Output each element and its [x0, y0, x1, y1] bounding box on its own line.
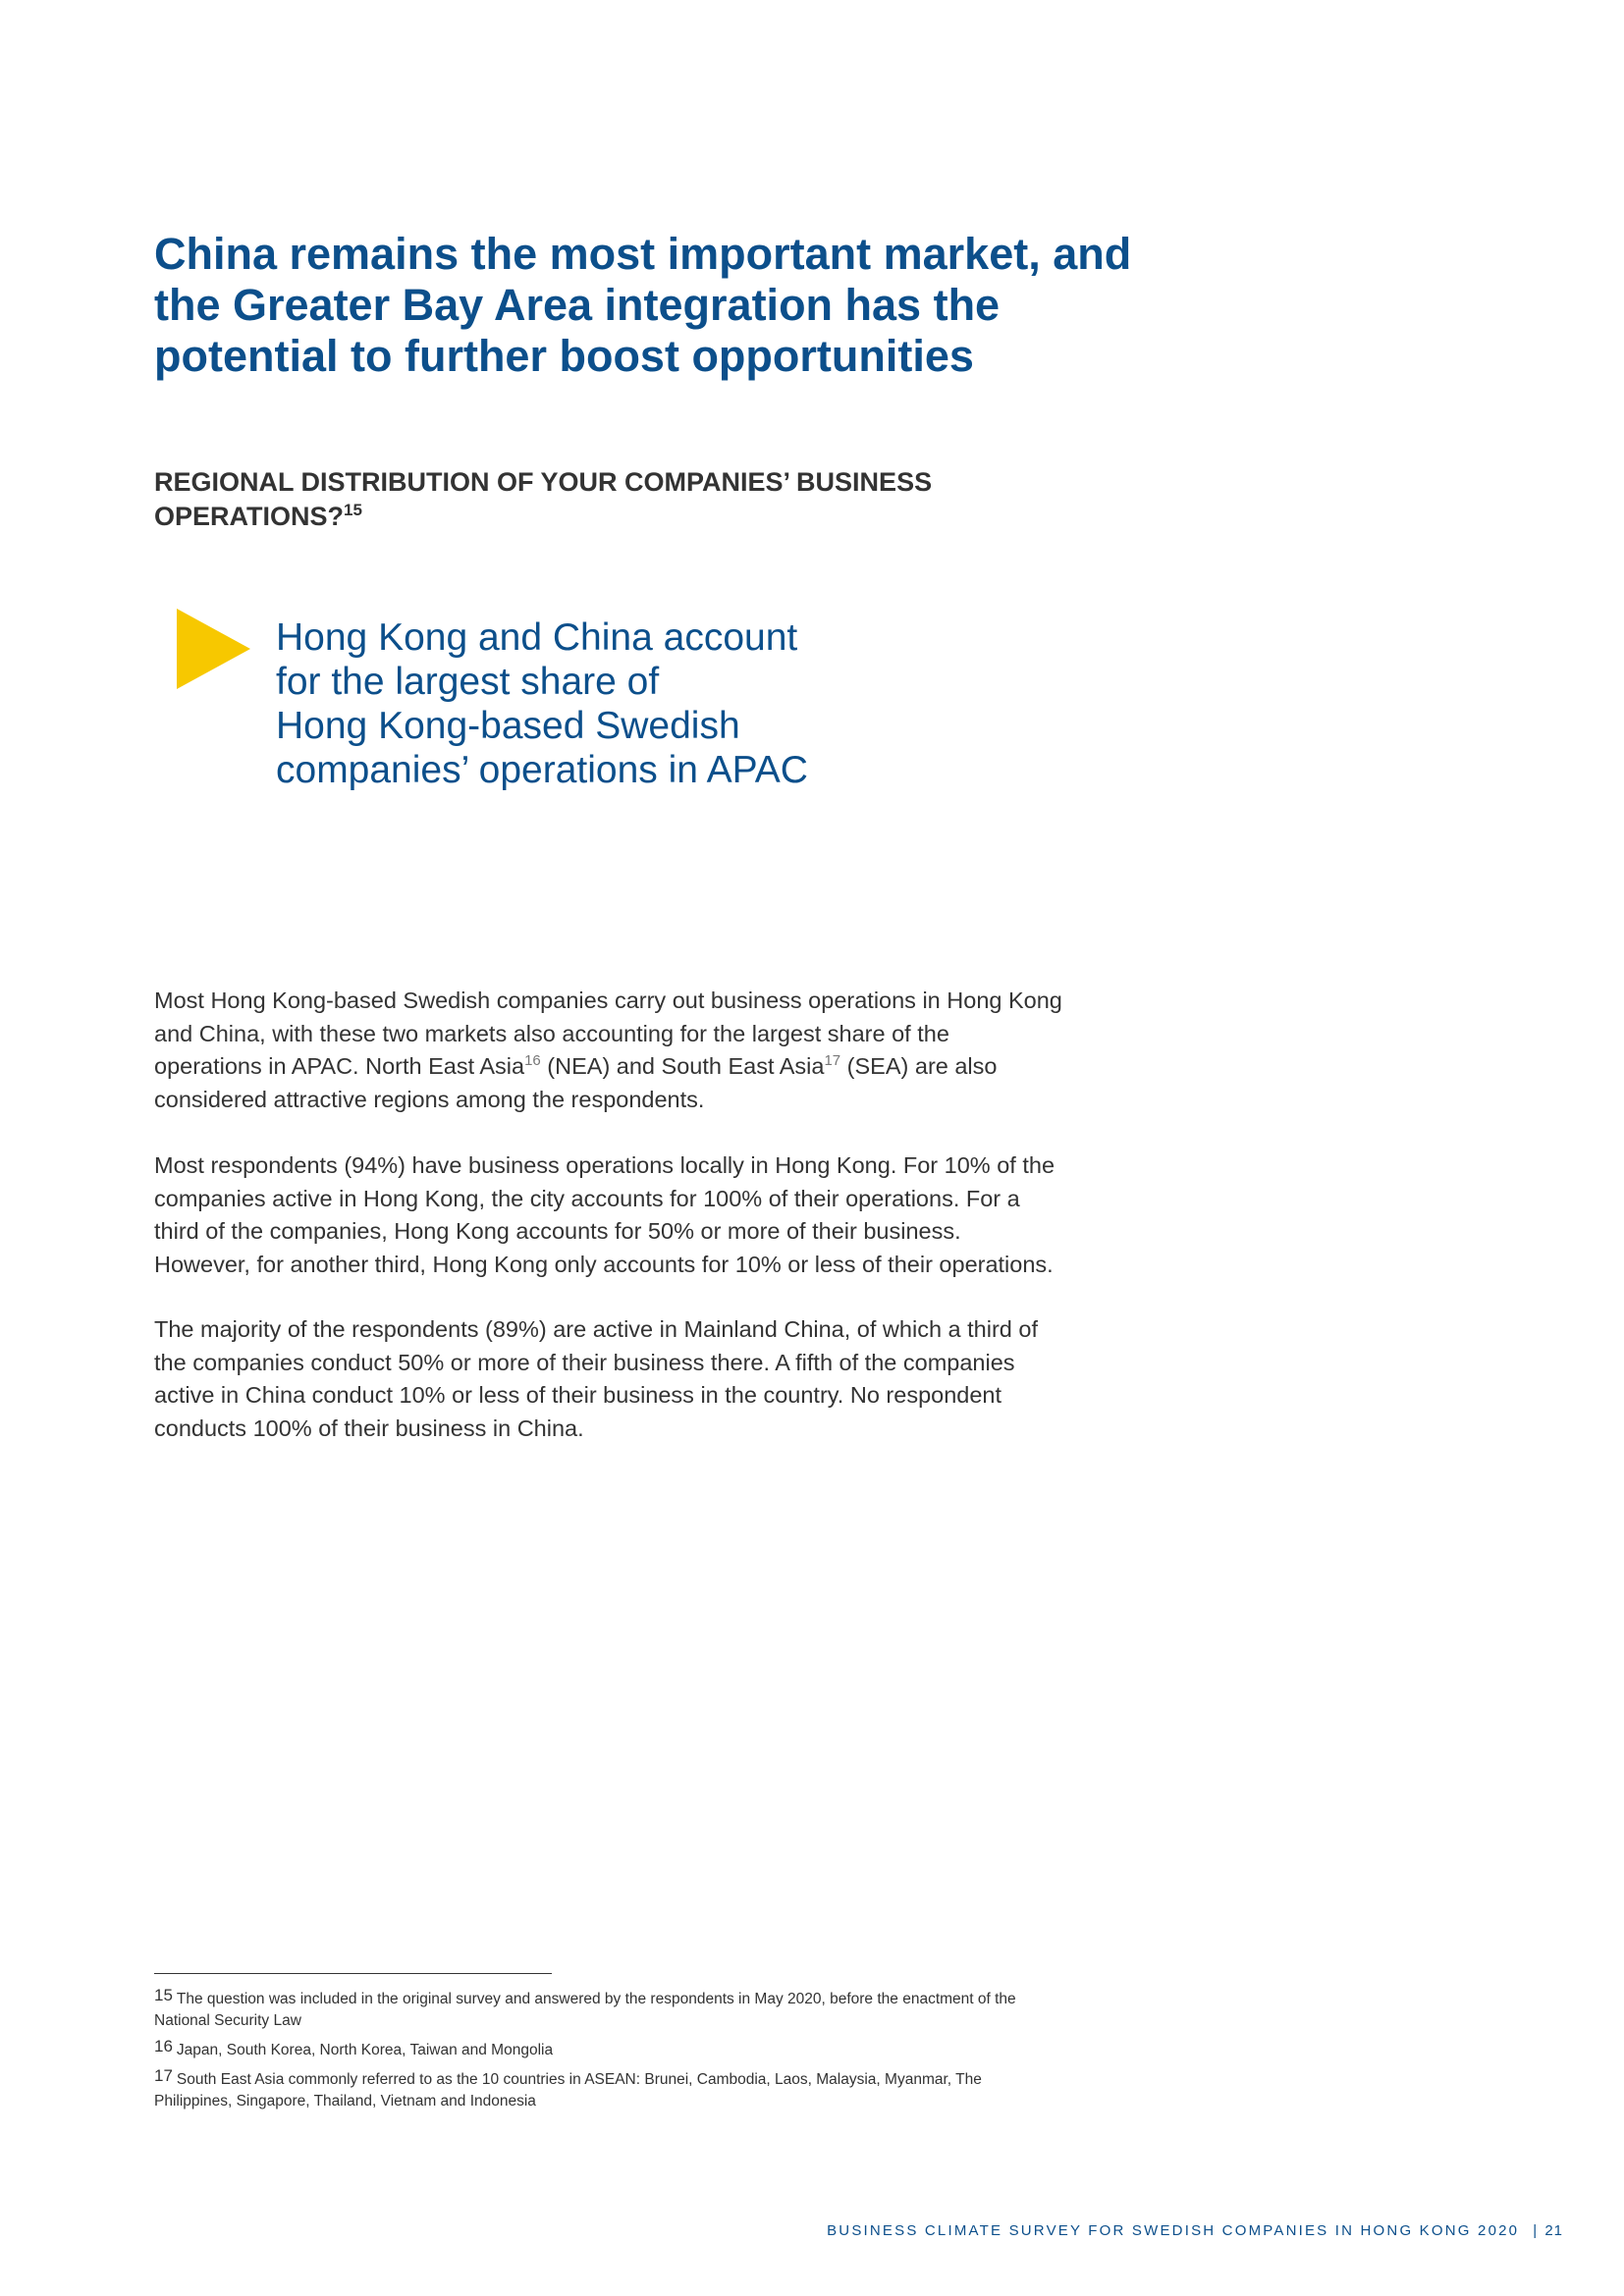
paragraph-line: companies active in Hong Kong, the city accounts for 100% of their operations. For a [154, 1185, 1020, 1211]
footnote-line: National Security Law [154, 2012, 301, 2029]
paragraph-line: Most respondents (94%) have business operations locally in Hong Kong. For 10% of the [154, 1152, 1056, 1178]
section-title-text: OPERATIONS? [154, 502, 345, 531]
paragraph-line: However, for another third, Hong Kong only accounts for 10% or less of their operations. [154, 1251, 1054, 1277]
callout-line: Hong Kong and China account [276, 616, 798, 659]
yellow-triangle-icon [177, 609, 250, 689]
footnote-17 [154, 2065, 1136, 2112]
paragraph-text: (SEA) are also [840, 1053, 998, 1079]
footer-title: BUSINESS CLIMATE SURVEY FOR SWEDISH COMPANIES IN HONG KONG 2020 [827, 2222, 1520, 2239]
heading-line: China remains the most important market, and [154, 229, 1132, 279]
section-title [154, 465, 1136, 534]
section-title-line: REGIONAL DISTRIBUTION OF YOUR COMPANIES’ BUSINESS [154, 467, 933, 497]
footnote-number: 17 [154, 2066, 173, 2085]
footnote-line [154, 2065, 1136, 2091]
footer-separator: | [1533, 2222, 1540, 2239]
footnote-text: Japan, South Korea, North Korea, Taiwan and Mongolia [176, 2042, 554, 2058]
paragraph-line: and China, with these two markets also accounting for the largest share of the [154, 1020, 949, 1046]
footnote-text: The question was included in the original survey and answered by the respondents in May 2020, before the enactment of the [176, 1991, 1016, 2007]
footnote-ref-16: 16 [524, 1052, 541, 1070]
paragraph-line: The majority of the respondents (89%) are active in Mainland China, of which a third of [154, 1316, 1038, 1342]
heading-line: potential to further boost opportunities [154, 331, 974, 381]
paragraph-line [154, 1050, 1146, 1084]
section-title-line [154, 500, 1136, 534]
footnote-15 [154, 1985, 1136, 2032]
callout-line: Hong Kong-based Swedish [276, 705, 740, 747]
footnote-divider [154, 1973, 552, 1974]
heading-line: the Greater Bay Area integration has the [154, 280, 1001, 330]
paragraph-text: (NEA) and South East Asia [540, 1053, 825, 1079]
footnotes [154, 1985, 1136, 2116]
paragraph-3 [154, 1313, 1146, 1445]
page-heading [154, 229, 1195, 382]
footnote-number: 15 [154, 1986, 173, 2004]
paragraph-text: operations in APAC. North East Asia [154, 1053, 525, 1079]
paragraph-line: Most Hong Kong-based Swedish companies carry out business operations in Hong Kong [154, 988, 1062, 1013]
paragraph-1 [154, 985, 1146, 1116]
footnote-ref-17: 17 [824, 1052, 841, 1070]
paragraph-line: active in China conduct 10% or less of their business in the country. No respondent [154, 1382, 1002, 1408]
paragraph-line: conducts 100% of their business in China. [154, 1415, 584, 1441]
paragraph-line: third of the companies, Hong Kong accounts for 50% or more of their business. [154, 1218, 961, 1244]
callout-line: companies’ operations in APAC [276, 749, 808, 791]
footnote-line: Philippines, Singapore, Thailand, Vietnam and Indonesia [154, 2093, 536, 2109]
paragraph-line: considered attractive regions among the respondents. [154, 1086, 705, 1112]
footnote-16 [154, 2036, 1136, 2061]
footnote-ref-15: 15 [344, 501, 362, 519]
footnote-line [154, 2036, 1136, 2061]
page-number: 21 [1544, 2222, 1563, 2239]
footnote-number: 16 [154, 2037, 173, 2056]
paragraph-2 [154, 1149, 1146, 1281]
paragraph-line: the companies conduct 50% or more of their business there. A fifth of the companies [154, 1349, 1015, 1375]
running-footer [827, 2222, 1563, 2239]
footnote-line [154, 1985, 1136, 2010]
callout-line: for the largest share of [276, 661, 660, 703]
footnote-text: South East Asia commonly referred to as the 10 countries in ASEAN: Brunei, Cambodia, Laos, Malaysia, Myanmar, The [176, 2071, 982, 2088]
callout-quote [276, 615, 963, 792]
